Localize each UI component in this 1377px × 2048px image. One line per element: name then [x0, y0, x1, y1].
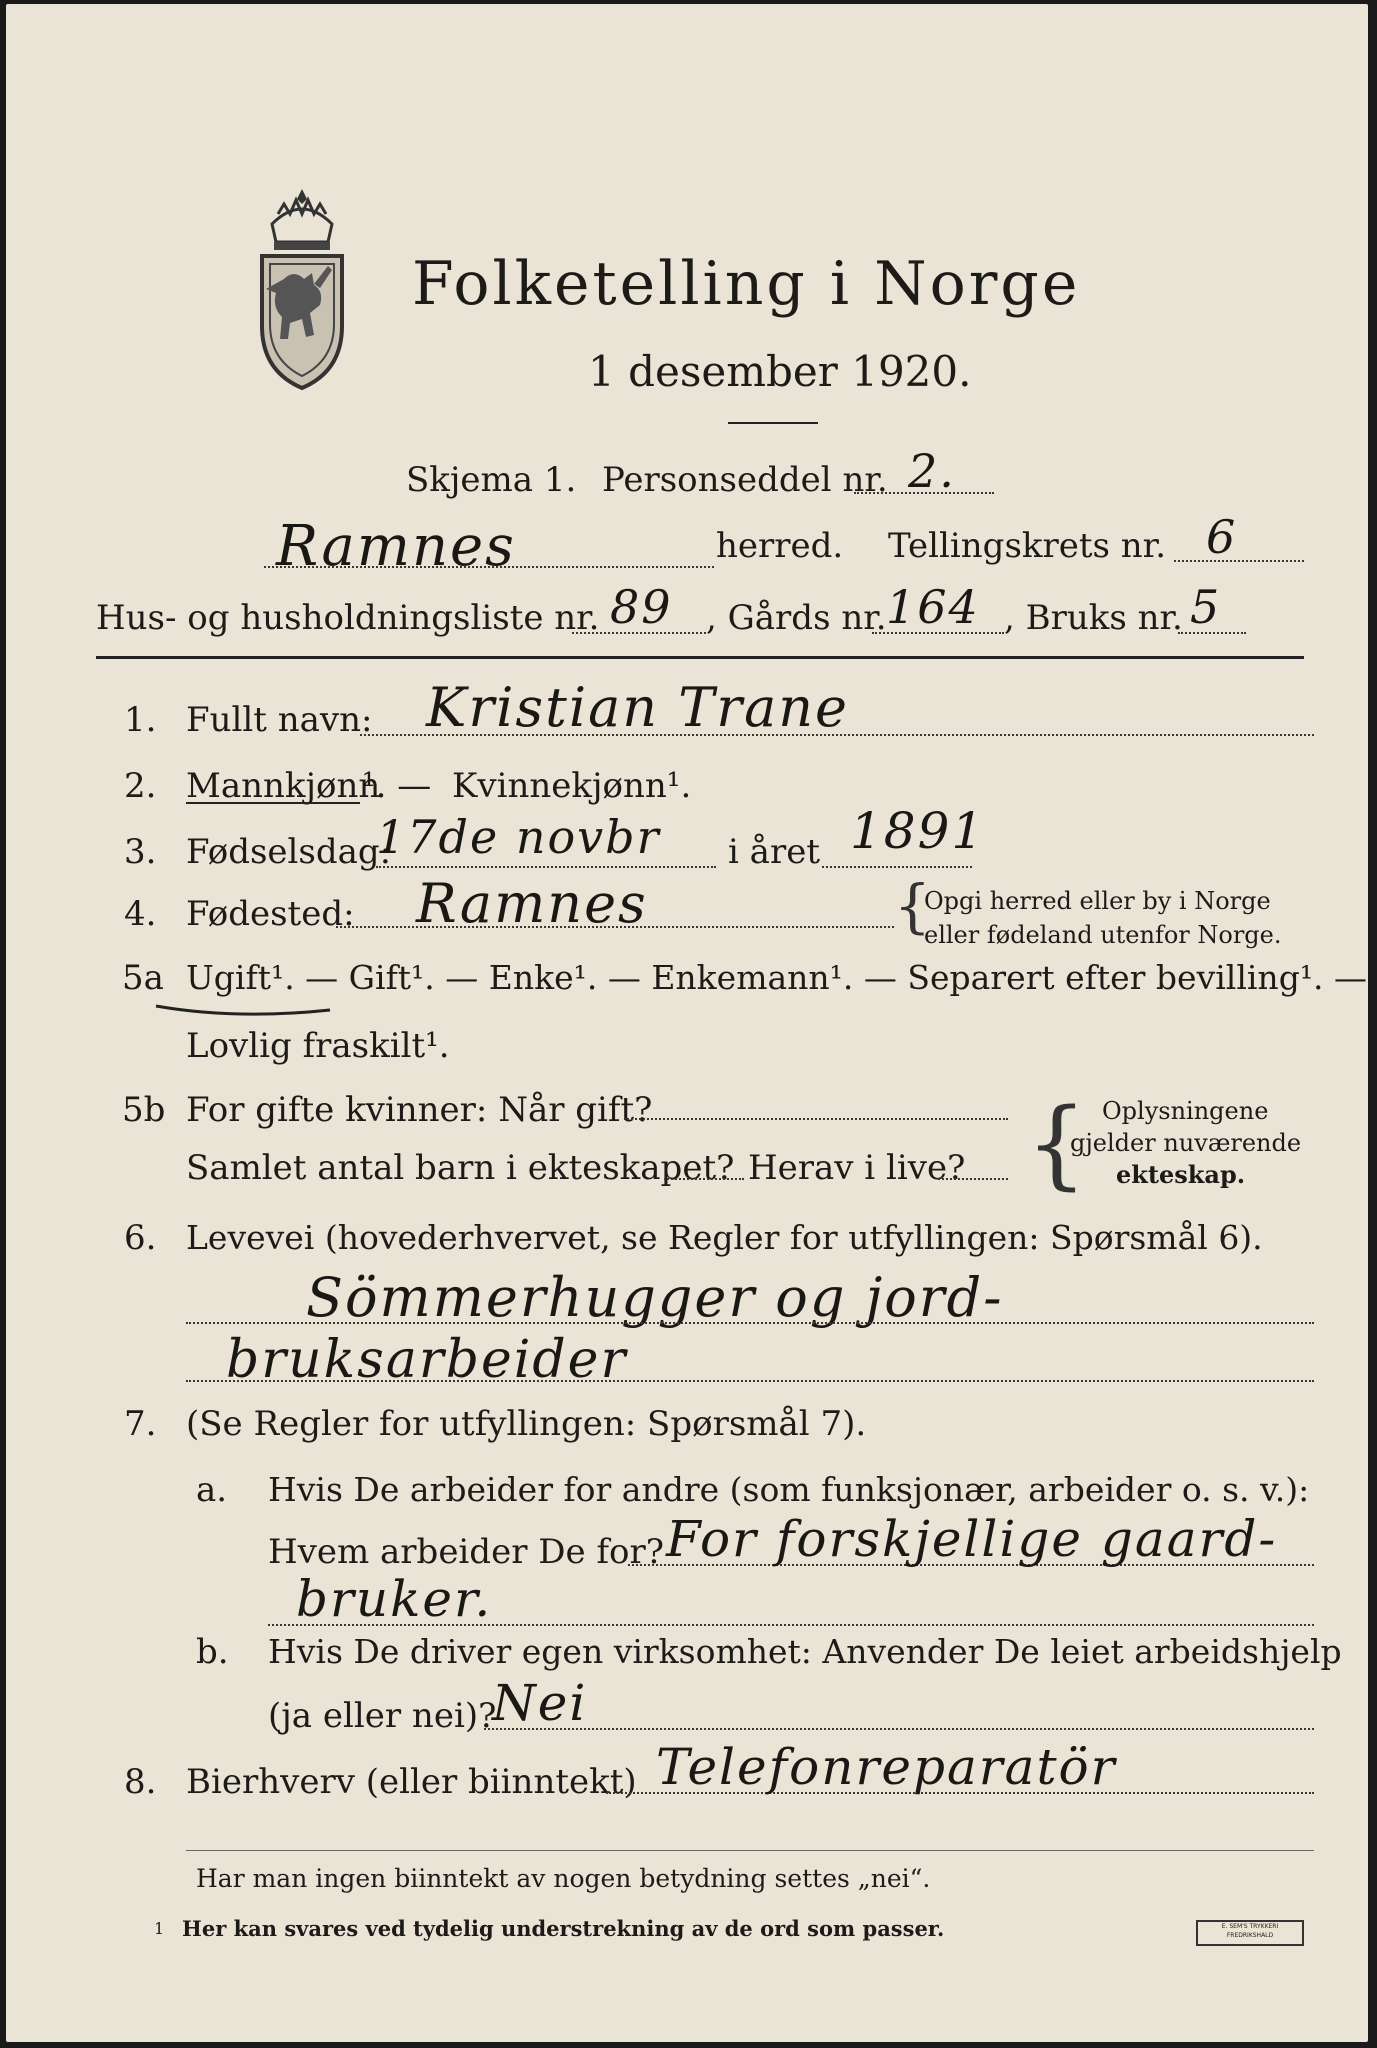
q6-value-2: bruksarbeider [226, 1330, 628, 1390]
q3-label: Fødselsdag: [186, 832, 392, 872]
q2-separator: ¹. — [362, 766, 432, 806]
form-title: Folketelling i Norge [412, 249, 1081, 319]
q5b-note-3: ekteskap. [1116, 1160, 1246, 1189]
personseddel-label: Personseddel nr. [602, 460, 888, 500]
skjema-label: Skjema 1. [406, 460, 577, 500]
header-divider [96, 656, 1304, 659]
q2-number: 2. [124, 766, 157, 806]
q5b-number: 5b [122, 1090, 166, 1130]
q8-value: Telefonreparatör [656, 1738, 1117, 1796]
census-form [6, 4, 1368, 2042]
q4-note-2: eller fødeland utenfor Norge. [924, 921, 1282, 949]
q7a-text: Hvis De arbeider for andre (som funksjonær, arbeider o. s. v.): [268, 1470, 1310, 1509]
q7b-value: Nei [492, 1674, 588, 1732]
q7b-question: (ja eller nei)? [268, 1696, 497, 1736]
herred-value: Ramnes [276, 514, 516, 579]
q5a-ugift-underline [154, 1000, 334, 1020]
q2-underline [186, 802, 360, 804]
hus-value: 89 [610, 580, 673, 634]
herred-label: herred. [716, 526, 844, 566]
gards-value: 164 [886, 580, 980, 634]
q7-label: (Se Regler for utfyllingen: Spørsmål 7). [186, 1404, 867, 1444]
q7a-value-1: For forskjellige gaard- [666, 1510, 1278, 1568]
printer-stamp-text: E. SEM'S TRYKKERI FREDRIKSHALD [1221, 1923, 1279, 1939]
q6-label: Levevei (hovederhvervet, se Regler for utfyllingen: Spørsmål 6). [186, 1218, 1263, 1257]
q4-number: 4. [124, 894, 157, 934]
q2-mannkjonn: Mannkjønn [186, 766, 381, 806]
gards-label: , Gårds nr. [706, 598, 887, 638]
q5b-line-2a: Samlet antal barn i ekteskapet? [186, 1148, 735, 1188]
bruks-label: , Bruks nr. [1004, 598, 1183, 638]
q3-year-value: 1891 [850, 802, 986, 860]
q4-value: Ramnes [416, 872, 648, 935]
q5a-fraskilt: Lovlig fraskilt¹. [186, 1026, 450, 1066]
norwegian-coat-of-arms-icon [250, 184, 354, 394]
footer-divider [186, 1850, 1314, 1851]
q7b-number: b. [196, 1632, 229, 1672]
personseddel-value: 2. [908, 444, 956, 498]
q7a-number: a. [196, 1470, 228, 1510]
q1-label: Fullt navn: [186, 700, 373, 740]
q5a-options: Ugift¹. — Gift¹. — Enke¹. — Enkemann¹. — Separert efter bevilling¹. — [186, 958, 1368, 997]
printer-stamp [1196, 1920, 1304, 1946]
q5b-line-2b: Herav i live? [748, 1148, 966, 1188]
q7a-value-2: bruker. [296, 1570, 493, 1628]
form-date: 1 desember 1920. [588, 347, 972, 396]
footnote-text: Her kan svares ved tydelig understrekning av de ord som passer. [182, 1916, 945, 1941]
bruks-value: 5 [1190, 580, 1222, 634]
q5a-number: 5a [122, 958, 164, 998]
q4-brace: { [894, 872, 931, 940]
q1-number: 1. [124, 700, 157, 740]
q3-number: 3. [124, 832, 157, 872]
q5b-brace: { [1026, 1088, 1088, 1200]
q6-number: 6. [124, 1218, 157, 1258]
q7a-question: Hvem arbeider De for? [268, 1532, 664, 1572]
tellingskrets-label: Tellingskrets nr. [888, 526, 1167, 566]
q3-year-label: i året [728, 832, 820, 872]
q6-value-1: Sömmerhugger og jord- [306, 1266, 1004, 1329]
q7b-text: Hvis De driver egen virksomhet: Anvender De leiet arbeidshjelp [268, 1632, 1342, 1671]
q2-kvinnekjonn: Kvinnekjønn¹. [452, 766, 692, 806]
q4-label: Fødested: [186, 894, 355, 934]
q1-value: Kristian Trane [426, 676, 850, 739]
q7-number: 7. [124, 1404, 157, 1444]
q5b-note-2: gjelder nuværende [1070, 1129, 1302, 1157]
title-divider [728, 422, 818, 424]
q5b-note-1: Oplysningene [1102, 1097, 1269, 1125]
q5b-line-1: For gifte kvinner: Når gift? [186, 1090, 653, 1130]
footnote-mark: 1 [154, 1919, 165, 1938]
footer-note: Har man ingen biinntekt av nogen betydning settes „nei“. [196, 1864, 931, 1893]
q4-note-1: Opgi herred eller by i Norge [924, 887, 1271, 915]
hus-label: Hus- og husholdningsliste nr. [96, 598, 600, 638]
q8-label: Bierhverv (eller biinntekt) [186, 1762, 637, 1802]
q8-number: 8. [124, 1762, 157, 1802]
tellingskrets-value: 6 [1206, 510, 1238, 564]
q3-value: 17de novbr [376, 810, 661, 864]
